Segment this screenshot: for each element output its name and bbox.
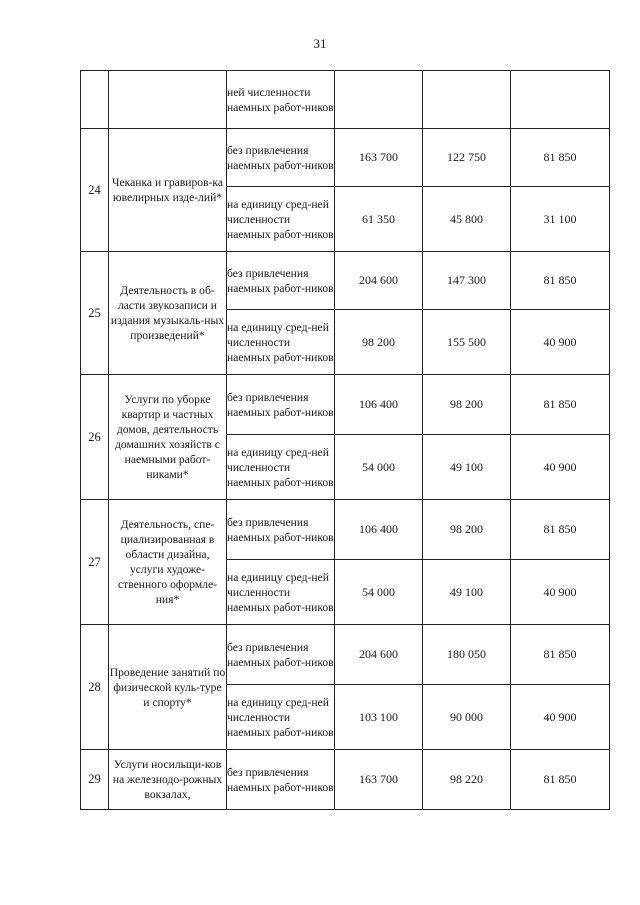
table-row bbox=[81, 500, 610, 560]
value-cell-1 bbox=[335, 71, 423, 129]
value-cell-1: 204 600 bbox=[335, 625, 423, 685]
value-cell-1: 163 700 bbox=[335, 129, 423, 187]
row-number: 24 bbox=[81, 129, 109, 252]
condition-cell: без привлечения наемных работ-ников bbox=[227, 500, 335, 560]
row-number bbox=[81, 71, 109, 129]
value-cell-3 bbox=[511, 71, 610, 129]
value-cell-2: 98 200 bbox=[423, 375, 511, 435]
value-cell-3: 31 100 bbox=[511, 187, 610, 252]
condition-cell: на единицу сред-ней численности наемных работ-ников bbox=[227, 310, 335, 375]
tariff-table bbox=[80, 70, 610, 810]
condition-cell: без привлечения наемных работ-ников bbox=[227, 375, 335, 435]
value-cell-2: 155 500 bbox=[423, 310, 511, 375]
activity-name: Проведение занятий по физической куль-туре и спорту* bbox=[109, 625, 227, 750]
value-cell-2: 122 750 bbox=[423, 129, 511, 187]
value-cell-2: 45 800 bbox=[423, 187, 511, 252]
row-number: 28 bbox=[81, 625, 109, 750]
value-cell-3: 81 850 bbox=[511, 500, 610, 560]
value-cell-1: 204 600 bbox=[335, 252, 423, 310]
value-cell-1: 103 100 bbox=[335, 685, 423, 750]
value-cell-2: 90 000 bbox=[423, 685, 511, 750]
value-cell-2: 49 100 bbox=[423, 435, 511, 500]
value-cell-2: 180 050 bbox=[423, 625, 511, 685]
value-cell-1: 106 400 bbox=[335, 500, 423, 560]
table-row bbox=[81, 252, 610, 310]
value-cell-1: 98 200 bbox=[335, 310, 423, 375]
activity-name: Деятельность, спе-циализированная в области дизайна, услуги художе-ственного оформле-ния* bbox=[109, 500, 227, 625]
condition-cell: без привлечения наемных работ-ников bbox=[227, 252, 335, 310]
value-cell-1: 61 350 bbox=[335, 187, 423, 252]
condition-cell: без привлечения наемных работ-ников bbox=[227, 129, 335, 187]
value-cell-3: 81 850 bbox=[511, 129, 610, 187]
value-cell-1: 106 400 bbox=[335, 375, 423, 435]
value-cell-2: 147 300 bbox=[423, 252, 511, 310]
table-row bbox=[81, 625, 610, 685]
value-cell-2: 49 100 bbox=[423, 560, 511, 625]
row-number: 25 bbox=[81, 252, 109, 375]
activity-name: Услуги по уборке квартир и частных домов, деятельность домашних хозяйств с наемными работ-никами* bbox=[109, 375, 227, 500]
activity-name: Чеканка и гравиров-ка ювелирных изде-лий* bbox=[109, 129, 227, 252]
activity-name: Деятельность в об-ласти звукозаписи и издания музыкаль-ных произведений* bbox=[109, 252, 227, 375]
value-cell-1: 54 000 bbox=[335, 435, 423, 500]
value-cell-3: 40 900 bbox=[511, 560, 610, 625]
row-number: 27 bbox=[81, 500, 109, 625]
value-cell-2: 98 200 bbox=[423, 500, 511, 560]
table-row bbox=[81, 71, 610, 129]
row-number: 29 bbox=[81, 750, 109, 810]
page-number: 31 bbox=[313, 36, 327, 51]
value-cell-3: 81 850 bbox=[511, 625, 610, 685]
condition-cell: на единицу сред-ней численности наемных работ-ников bbox=[227, 560, 335, 625]
condition-cell: на единицу сред-ней численности наемных работ-ников bbox=[227, 685, 335, 750]
tariff-table-body bbox=[81, 71, 610, 810]
value-cell-2 bbox=[423, 71, 511, 129]
table-row bbox=[81, 129, 610, 187]
value-cell-3: 40 900 bbox=[511, 685, 610, 750]
table-row bbox=[81, 375, 610, 435]
condition-cell: без привлечения наемных работ-ников bbox=[227, 625, 335, 685]
value-cell-3: 40 900 bbox=[511, 310, 610, 375]
value-cell-3: 40 900 bbox=[511, 435, 610, 500]
value-cell-1: 163 700 bbox=[335, 750, 423, 810]
activity-name bbox=[109, 71, 227, 129]
activity-name: Услуги носильщи-ков на железнодо-рожных вокзалах, bbox=[109, 750, 227, 810]
condition-cell: без привлечения наемных работ-ников bbox=[227, 750, 335, 810]
condition-cell: на единицу сред-ней численности наемных работ-ников bbox=[227, 187, 335, 252]
value-cell-1: 54 000 bbox=[335, 560, 423, 625]
row-number: 26 bbox=[81, 375, 109, 500]
table-row bbox=[81, 750, 610, 810]
value-cell-3: 81 850 bbox=[511, 252, 610, 310]
value-cell-3: 81 850 bbox=[511, 750, 610, 810]
value-cell-2: 98 220 bbox=[423, 750, 511, 810]
condition-cell: ней численности наемных работ-ников bbox=[227, 71, 335, 129]
condition-cell: на единицу сред-ней численности наемных работ-ников bbox=[227, 435, 335, 500]
value-cell-3: 81 850 bbox=[511, 375, 610, 435]
